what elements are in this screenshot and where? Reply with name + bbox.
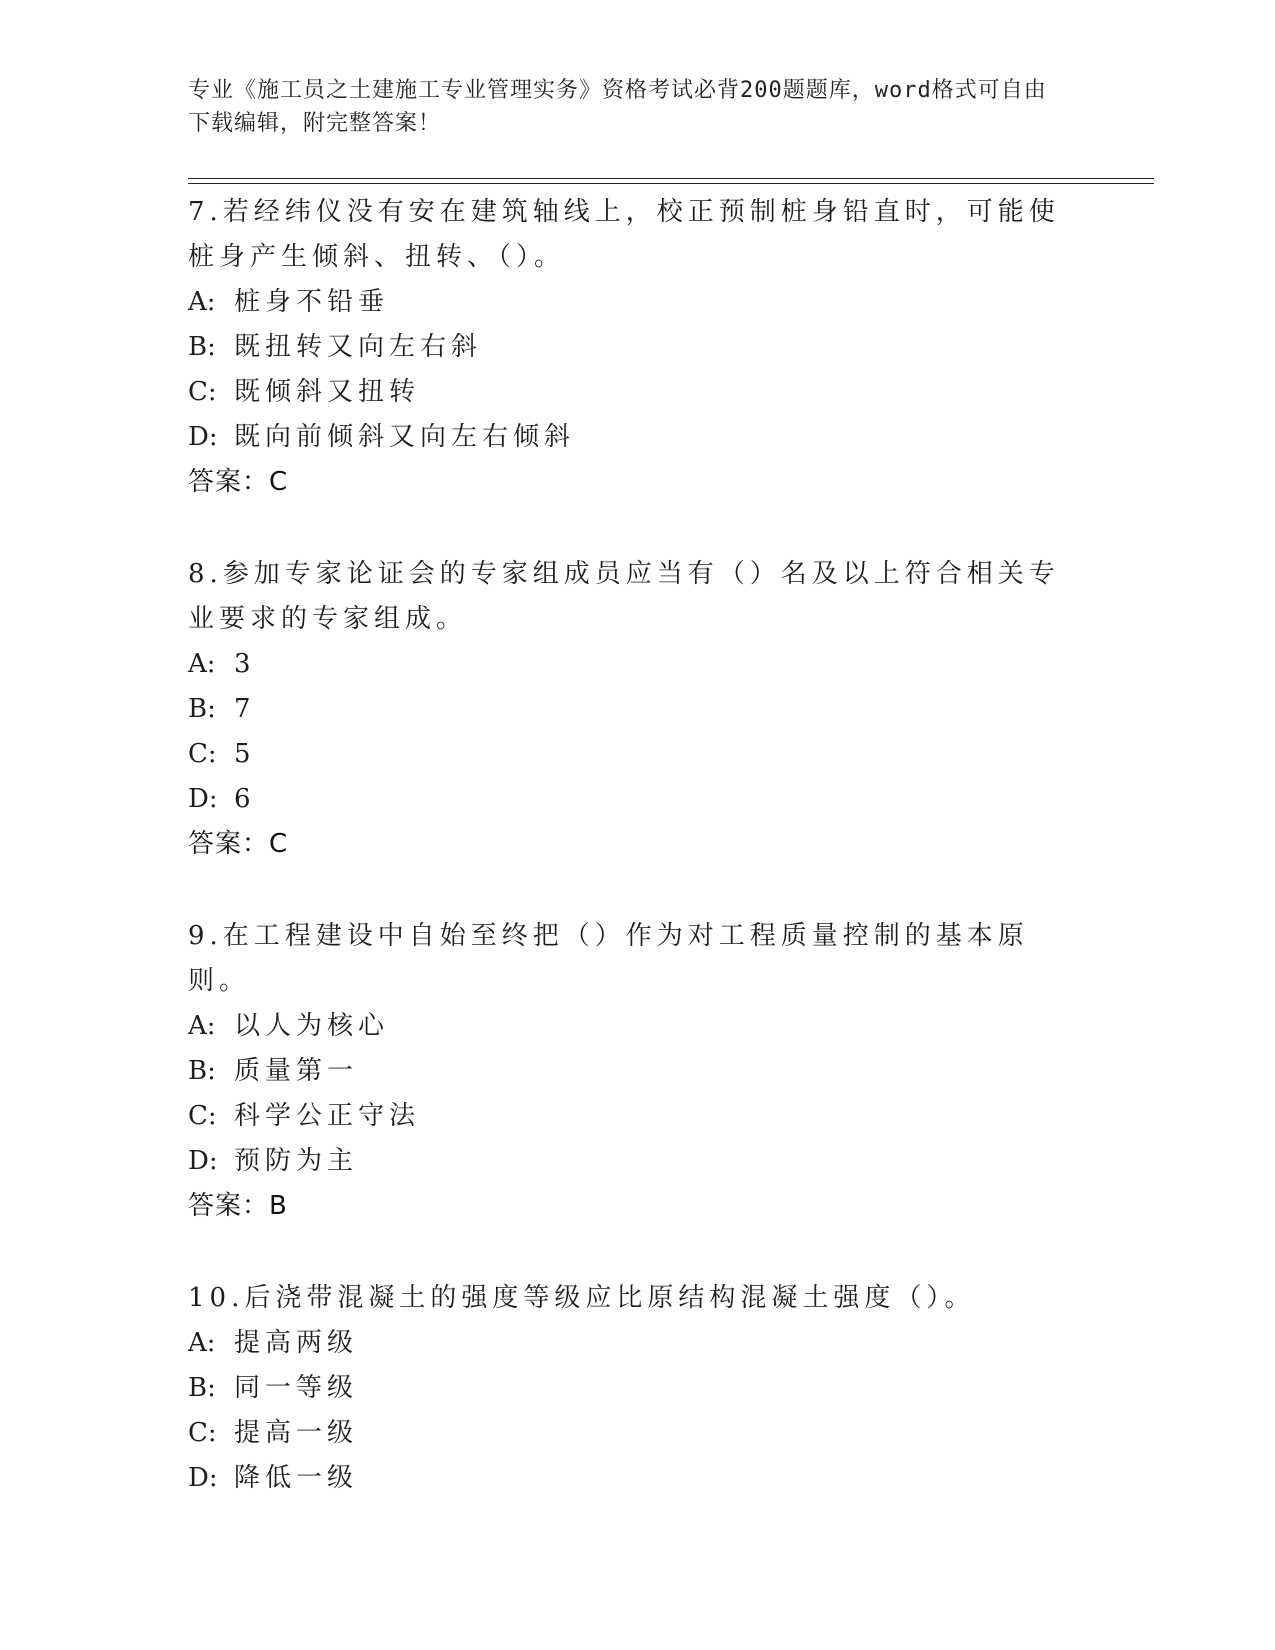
header-divider-bottom <box>188 183 1154 184</box>
option-letter: B: <box>188 332 216 362</box>
question-item <box>188 552 1088 867</box>
option-text: 既倾斜又扭转 <box>234 377 421 407</box>
option-text: 降低一级 <box>234 1463 359 1493</box>
option-text: 同一等级 <box>234 1373 359 1403</box>
option-letter: D: <box>188 422 218 452</box>
option-a <box>188 1321 1088 1366</box>
option-letter: D: <box>188 1146 218 1176</box>
option-letter: C: <box>188 1418 217 1448</box>
option-b <box>188 325 1088 370</box>
question-stem: 8.参加专家论证会的专家组成员应当有（）名及以上符合相关专业要求的专家组成。 <box>188 559 1060 634</box>
option-text: 桩身不铅垂 <box>234 287 390 317</box>
option-c <box>188 1411 1088 1456</box>
option-c <box>188 370 1088 415</box>
option-letter: B: <box>188 1373 216 1403</box>
option-text: 7 <box>234 694 256 724</box>
option-letter: C: <box>188 377 217 407</box>
option-letter: A: <box>188 1011 216 1041</box>
question-item <box>188 914 1088 1229</box>
option-d <box>188 415 1088 460</box>
question-item <box>188 1276 1088 1501</box>
option-d <box>188 1456 1088 1501</box>
option-letter: B: <box>188 1056 216 1086</box>
question-stem: 7.若经纬仪没有安在建筑轴线上，校正预制桩身铅直时，可能使桩身产生倾斜、扭转、（）。 <box>188 197 1060 272</box>
option-text: 质量第一 <box>234 1056 359 1086</box>
option-b <box>188 687 1088 732</box>
option-letter: D: <box>188 784 218 814</box>
question-spacer <box>188 505 1088 552</box>
option-c <box>188 1094 1088 1139</box>
option-letter: B: <box>188 694 216 724</box>
answer-line: 答案：C <box>188 829 289 859</box>
option-b <box>188 1049 1088 1094</box>
question-stem: 10.后浇带混凝土的强度等级应比原结构混凝土强度（）。 <box>188 1283 976 1313</box>
option-letter: C: <box>188 739 217 769</box>
question-list <box>188 190 1088 1501</box>
option-letter: C: <box>188 1101 217 1131</box>
option-d <box>188 777 1088 822</box>
option-text: 既扭转又向左右斜 <box>234 332 483 362</box>
option-text: 提高一级 <box>234 1418 359 1448</box>
question-spacer <box>188 867 1088 914</box>
option-letter: A: <box>188 1328 216 1358</box>
option-text: 预防为主 <box>234 1146 359 1176</box>
option-a <box>188 1004 1088 1049</box>
option-text: 提高两级 <box>234 1328 359 1358</box>
question-spacer <box>188 1229 1088 1276</box>
option-a <box>188 280 1088 325</box>
option-text: 5 <box>234 739 256 769</box>
option-text: 3 <box>234 649 256 679</box>
option-b <box>188 1366 1088 1411</box>
option-d <box>188 1139 1088 1184</box>
option-text: 科学公正守法 <box>234 1101 421 1131</box>
question-item <box>188 190 1088 505</box>
option-letter: A: <box>188 287 216 317</box>
option-text: 既向前倾斜又向左右倾斜 <box>234 422 576 452</box>
header-divider-top <box>188 178 1154 179</box>
answer-line: 答案：C <box>188 467 289 497</box>
option-letter: A: <box>188 649 216 679</box>
option-c <box>188 732 1088 777</box>
option-text: 以人为核心 <box>234 1011 390 1041</box>
document-header: 专业《施工员之土建施工专业管理实务》资格考试必背200题题库，word格式可自由下载编辑，附完整答案！ <box>188 78 1047 136</box>
option-a <box>188 642 1088 687</box>
question-stem: 9.在工程建设中自始至终把（）作为对工程质量控制的基本原则。 <box>188 921 1029 996</box>
option-letter: D: <box>188 1463 218 1493</box>
answer-line: 答案：B <box>188 1191 288 1221</box>
option-text: 6 <box>234 784 256 814</box>
